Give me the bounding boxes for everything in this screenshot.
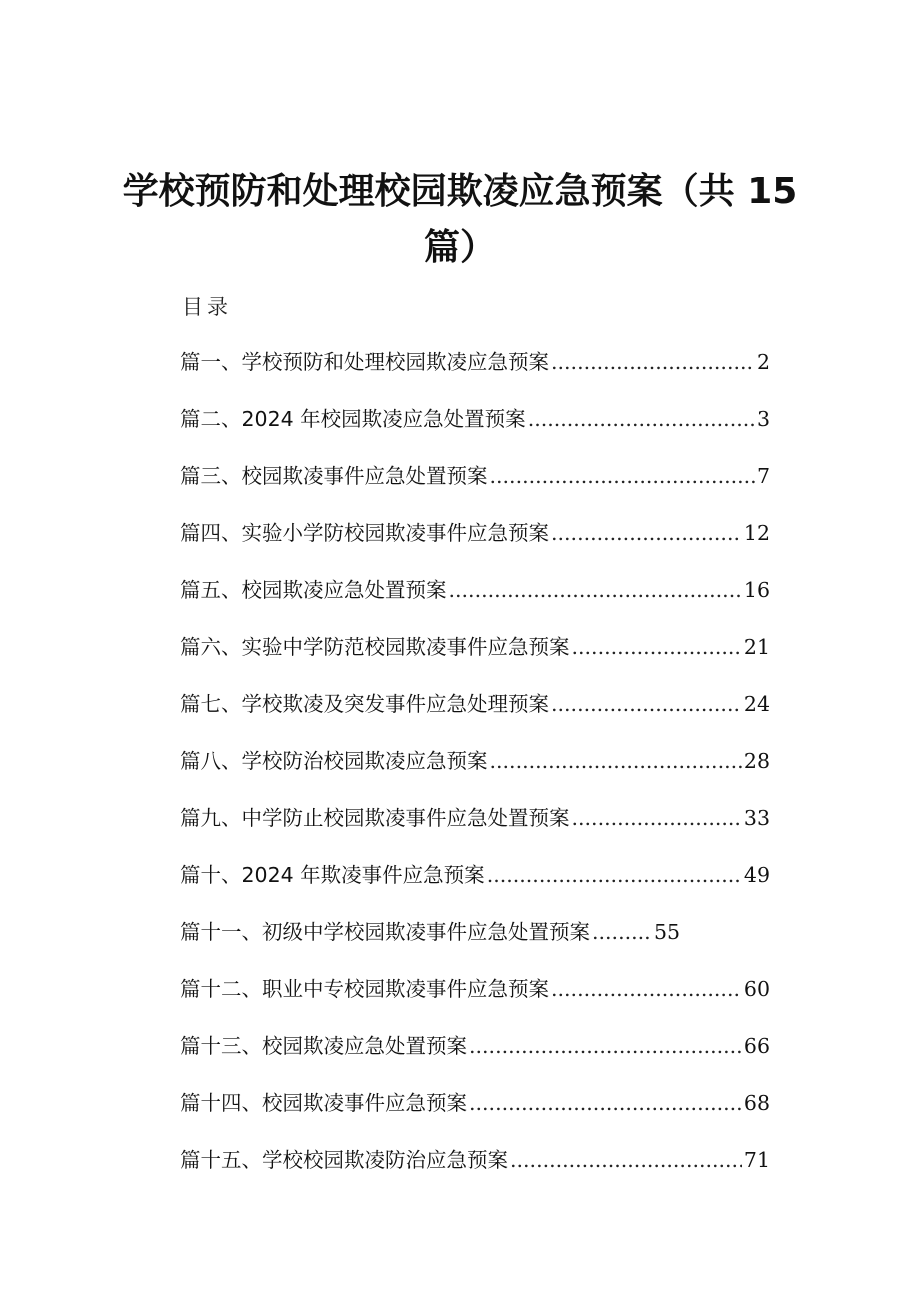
toc-dot-leader <box>592 913 652 951</box>
toc-entry-page: 24 <box>743 692 770 716</box>
toc-entry-label: 篇九、中学防止校园欺凌事件应急处置预案 <box>180 806 570 830</box>
toc-dot-leader <box>449 571 742 609</box>
toc-entry[interactable] <box>180 799 770 856</box>
toc-dot-leader <box>551 343 755 381</box>
toc-dot-leader <box>469 1027 742 1065</box>
document-title <box>0 164 920 276</box>
toc-entry-label: 篇十五、学校校园欺凌防治应急预案 <box>180 1148 508 1172</box>
toc-dot-leader <box>551 514 742 552</box>
toc-dot-leader <box>487 856 742 894</box>
toc-entry-label: 篇十二、职业中专校园欺凌事件应急预案 <box>180 977 549 1001</box>
toc-entry-page: 55 <box>654 920 681 944</box>
toc-entry-label: 篇二、2024 年校园欺凌应急处置预案 <box>180 407 526 431</box>
table-of-contents <box>180 343 770 1198</box>
toc-entry[interactable] <box>180 571 770 628</box>
toc-entry[interactable] <box>180 1141 770 1198</box>
toc-entry[interactable] <box>180 742 770 799</box>
toc-entry[interactable] <box>180 343 770 400</box>
toc-entry[interactable] <box>180 913 725 970</box>
toc-entry-page: 49 <box>743 863 770 887</box>
toc-entry-page: 12 <box>743 521 770 545</box>
toc-dot-leader <box>572 799 742 837</box>
toc-entry-page: 66 <box>743 1034 770 1058</box>
toc-entry-label: 篇五、校园欺凌应急处置预案 <box>180 578 447 602</box>
toc-entry-label: 篇一、学校预防和处理校园欺凌应急预案 <box>180 350 549 374</box>
toc-entry-page: 7 <box>756 464 770 488</box>
toc-entry-page: 33 <box>743 806 770 830</box>
toc-entry-page: 2 <box>756 350 770 374</box>
toc-entry[interactable] <box>180 457 770 514</box>
toc-entry-label: 篇三、校园欺凌事件应急处置预案 <box>180 464 488 488</box>
toc-dot-leader <box>551 970 742 1008</box>
toc-entry-page: 68 <box>743 1091 770 1115</box>
toc-entry-page: 21 <box>743 635 770 659</box>
toc-entry-label: 篇十三、校园欺凌应急处置预案 <box>180 1034 467 1058</box>
document-title-line-1: 学校预防和处理校园欺凌应急预案（共 15 <box>122 171 798 213</box>
toc-entry[interactable] <box>180 856 770 913</box>
document-title-line-2: 篇） <box>423 227 496 269</box>
toc-dot-leader <box>469 1084 742 1122</box>
toc-entry-page: 71 <box>743 1148 770 1172</box>
toc-entry[interactable] <box>180 1027 770 1084</box>
toc-entry[interactable] <box>180 1084 770 1141</box>
toc-dot-leader <box>528 400 755 438</box>
toc-entry[interactable] <box>180 400 770 457</box>
toc-dot-leader <box>510 1141 742 1179</box>
toc-heading: 目录 <box>182 295 232 319</box>
toc-entry-page: 16 <box>743 578 770 602</box>
toc-dot-leader <box>572 628 742 666</box>
toc-entry[interactable] <box>180 970 770 1027</box>
toc-entry-label: 篇四、实验小学防校园欺凌事件应急预案 <box>180 521 549 545</box>
toc-entry[interactable] <box>180 514 770 571</box>
toc-entry-label: 篇六、实验中学防范校园欺凌事件应急预案 <box>180 635 570 659</box>
toc-entry-label: 篇十一、初级中学校园欺凌事件应急处置预案 <box>180 920 590 944</box>
toc-entry-label: 篇七、学校欺凌及突发事件应急处理预案 <box>180 692 549 716</box>
toc-entry[interactable] <box>180 628 770 685</box>
toc-dot-leader <box>551 685 742 723</box>
toc-dot-leader <box>490 742 742 780</box>
toc-entry-page: 3 <box>756 407 770 431</box>
toc-entry-label: 篇十、2024 年欺凌事件应急预案 <box>180 863 485 887</box>
toc-entry-label: 篇八、学校防治校园欺凌应急预案 <box>180 749 488 773</box>
toc-entry-page: 60 <box>743 977 770 1001</box>
toc-entry-label: 篇十四、校园欺凌事件应急预案 <box>180 1091 467 1115</box>
toc-dot-leader <box>490 457 755 495</box>
toc-entry[interactable] <box>180 685 770 742</box>
toc-entry-page: 28 <box>743 749 770 773</box>
